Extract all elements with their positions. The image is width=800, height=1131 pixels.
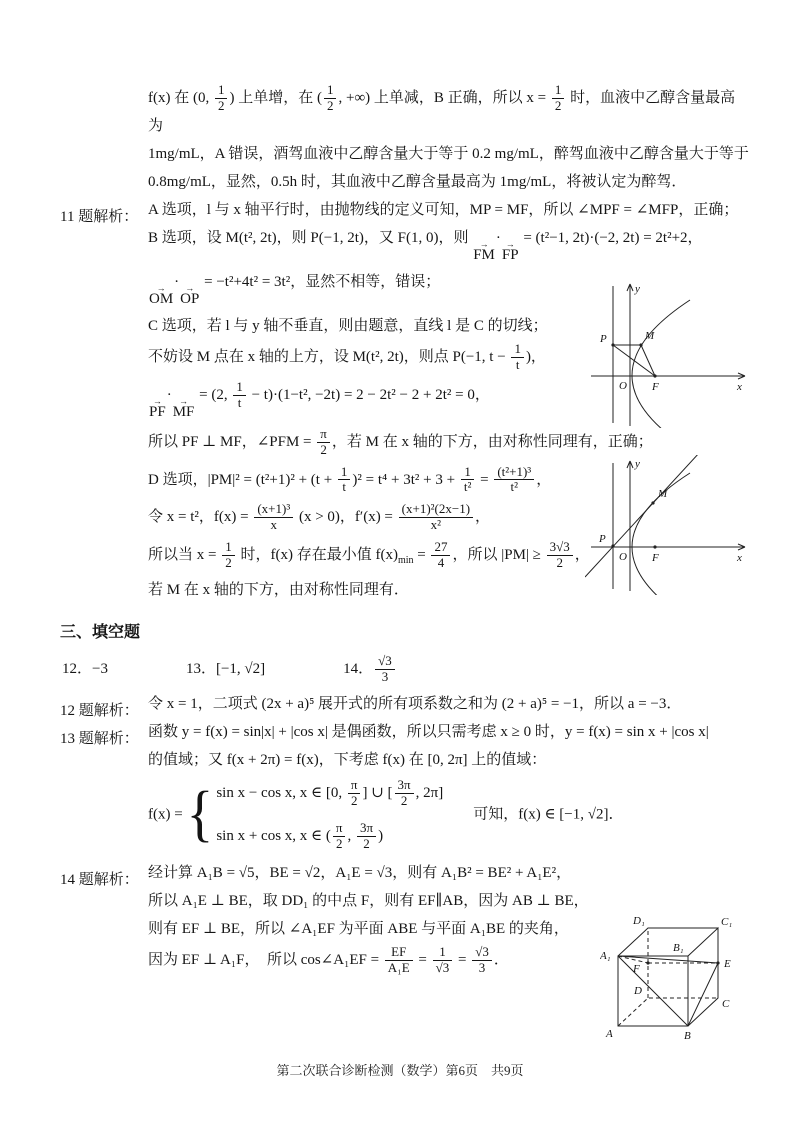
fraction [233, 380, 246, 411]
figure-parabola-option-d [585, 455, 755, 600]
text-line [148, 142, 750, 163]
figure-parabola-option-c [585, 278, 755, 433]
page-footer: 第二次联合诊断检测（数学）第6页 共9页 [276, 1063, 524, 1078]
fraction [494, 465, 534, 496]
numerator: 1 [554, 82, 562, 97]
block-label: 14 题解析： [60, 871, 139, 888]
denominator: 2 [395, 793, 414, 809]
numerator: 3√3 [549, 539, 570, 555]
denominator: 4 [431, 555, 450, 571]
numerator: 1 [439, 943, 446, 959]
numerator: 1 [326, 82, 334, 97]
denominator: t² [461, 479, 475, 495]
numerator: EF [391, 943, 407, 959]
label-B1: B₁ [673, 942, 684, 954]
parabola2-svg [585, 455, 755, 595]
label-P: P [600, 333, 607, 345]
numerator: 27 [434, 539, 448, 555]
label-y: y [635, 458, 640, 470]
text-run: = (2, [195, 386, 232, 403]
text-run: ，所以 |PM| ≥ [452, 547, 545, 564]
label-C: C [722, 998, 730, 1010]
text-run: ，若 M 在 x 轴的下方，由对称性同理有，正确； [331, 433, 653, 450]
fraction [461, 465, 475, 496]
point-F [646, 961, 649, 964]
text-run: 所以当 x = [148, 547, 221, 564]
label-M: M [658, 488, 668, 500]
text-run: · [166, 386, 172, 403]
denominator: A₁E [385, 960, 413, 976]
parabola1-svg [585, 278, 755, 428]
text-run: 可知，f(x) ∈ [−1, √2]． [443, 806, 624, 823]
label-F: F [652, 552, 659, 564]
text-line [62, 654, 750, 685]
vector [172, 395, 195, 420]
parabola-curve [632, 300, 690, 428]
vector-name: MF [172, 403, 195, 420]
numerator: 1 [217, 82, 225, 97]
vector-arrow-icon: → [152, 395, 162, 406]
fraction [348, 778, 361, 809]
numerator: √3 [378, 653, 392, 669]
cube-hidden-edges [618, 928, 718, 1026]
text-run: 12．−3 [62, 661, 108, 677]
subscript: min [397, 555, 414, 567]
numerator: 3π [359, 819, 374, 835]
denominator: x² [399, 517, 473, 533]
label-O: O [619, 380, 627, 392]
denominator: 2 [222, 555, 235, 571]
fraction [215, 83, 228, 114]
fraction [324, 83, 337, 114]
fraction [385, 945, 413, 976]
fraction [431, 540, 450, 571]
case-row [216, 821, 443, 852]
denominator: x [254, 517, 293, 533]
case-row [216, 778, 443, 809]
vector [149, 282, 174, 307]
text-run: B 选项，设 M(t², 2t)，则 P(−1, 2t)，又 F(1, 0)，则 [148, 229, 473, 246]
denominator: t [511, 357, 524, 373]
numerator: 1 [514, 340, 521, 356]
vector-arrow-icon: → [479, 238, 489, 249]
point-M [651, 501, 654, 504]
paragraph-block [60, 83, 750, 191]
piecewise-cases [186, 778, 443, 852]
block-label: 13 题解析： [60, 731, 139, 747]
block-label: 12 题解析： [60, 703, 139, 719]
denominator: 2 [552, 98, 565, 114]
text-run: sin x + cos x, x ∈ ( [216, 827, 331, 844]
denominator: 3 [472, 960, 492, 976]
numerator: π [320, 425, 327, 441]
fraction [333, 821, 346, 852]
denominator: 2 [317, 442, 330, 458]
text-run: 函数 y = f(x) = sin|x| + |cos x| 是偶函数，所以只需考虑 x ≥ 0 时，y = f(x) = sin x + |cos x| [148, 724, 709, 740]
vector-name: PF [149, 403, 166, 420]
text-run: = [476, 471, 493, 488]
solution-block [60, 692, 750, 719]
text-run: = [414, 951, 431, 968]
label-B: B [684, 1030, 691, 1042]
fraction [399, 502, 473, 533]
numerator: √3 [475, 943, 489, 959]
text-run: ， [475, 509, 491, 526]
label-E: E [724, 958, 731, 970]
vector-name: FP [501, 246, 519, 263]
fraction [222, 540, 235, 571]
label-M: M [645, 330, 655, 342]
numerator: π [350, 777, 358, 792]
text-run: f(x) 在 (0, [148, 89, 213, 106]
numerator: π [335, 819, 343, 835]
text-line [148, 198, 750, 219]
text-line [148, 83, 750, 135]
text-run: = [454, 951, 471, 968]
label-D: D [634, 985, 642, 997]
text-run: 若 M 在 x 轴的下方，由对称性同理有． [148, 582, 409, 599]
fraction [254, 502, 293, 533]
vector [180, 282, 200, 307]
text-line [148, 170, 750, 191]
fraction [547, 540, 573, 571]
text-run: 时，血液中乙醇含量最高为 [148, 89, 736, 134]
text-run: 所以 PF ⊥ MF，∠PFM = [148, 433, 316, 450]
text-line [148, 776, 750, 854]
denominator: 2 [333, 836, 346, 852]
text-run: 则有 EF ⊥ BE，所以 ∠A₁EF 为平面 ABE 与平面 A₁BE 的夹角， [148, 920, 569, 937]
denominator: 2 [324, 98, 337, 114]
denominator: 2 [547, 555, 573, 571]
fraction [395, 778, 414, 809]
point-F [653, 545, 656, 548]
text-line [148, 226, 750, 263]
text-run: 因为 EF ⊥ A₁F， 所以 cos∠A₁EF = [148, 951, 383, 968]
label-F: F [652, 381, 659, 393]
text-run: 的值域；又 f(x + 2π) = f(x)，下考虑 f(x) 在 [0, 2π] 上的值域： [148, 752, 547, 768]
text-run: 令 x = 1，二项式 (2x + a)⁵ 展开式的所有项系数之和为 (2 + a)⁵ = −1，所以 a = −3． [148, 696, 682, 712]
label-C1: C₁ [721, 916, 733, 928]
text-run: sin x − cos x, x ∈ [0, [216, 784, 346, 801]
cube-svg [600, 880, 740, 1048]
cube-visible-edges [618, 928, 718, 1026]
text-run: 经计算 A₁B = √5，BE = √2，A₁E = √3，则有 A₁B² = BE² + A₁E²， [148, 864, 572, 881]
denominator: 2 [357, 836, 376, 852]
numerator: 3π [397, 777, 411, 792]
text-run: (x > 0)，f′(x) = [295, 509, 397, 526]
figure-cube-q14 [600, 880, 740, 1053]
denominator: t [233, 395, 246, 411]
text-run: , +∞) 上单减，B 正确，所以 x = [338, 89, 550, 106]
text-line [148, 692, 750, 713]
text-line [148, 861, 750, 882]
text-line [148, 748, 750, 769]
fraction [317, 427, 330, 458]
point-E [716, 961, 719, 964]
text-run: 14． [343, 661, 374, 677]
text-run: ， [574, 547, 590, 564]
fraction [511, 342, 524, 373]
cases-rows [216, 778, 443, 852]
numerator: (x+1)³ [257, 501, 291, 517]
numerator: (t²+1)³ [497, 463, 532, 479]
left-brace: { [186, 779, 214, 849]
text-run: 时，f(x) 存在最小值 f(x) [236, 547, 398, 564]
denominator: 2 [348, 793, 361, 809]
text-run: 令 x = t²，f(x) = [148, 509, 253, 526]
text-run: 不妨设 M 点在 x 轴的上方，设 M(t², 2t)，则点 P(−1, t − [148, 348, 510, 365]
vector-name: OP [180, 290, 200, 307]
text-run: f(x) = [148, 806, 187, 823]
numerator: 1 [225, 539, 232, 555]
text-run: 1mg/mL，A 错误，酒驾血液中乙醇含量大于等于 0.2 mg/mL，醉驾血液中乙醇含量大于等于 [148, 145, 749, 162]
fraction [375, 654, 395, 685]
text-run: D 选项，|PM|² = (t²+1)² + (t + [148, 471, 336, 488]
denominator: √3 [433, 960, 453, 976]
vector [149, 395, 166, 420]
text-run: , 2π] [415, 784, 444, 801]
text-line [148, 720, 750, 741]
fraction [338, 465, 351, 496]
section-heading: 三、填空题 [60, 624, 141, 642]
label-A1: A₁ [600, 950, 611, 962]
vector-arrow-icon: → [156, 282, 166, 293]
label-x: x [737, 552, 742, 564]
label-D1: D₁ [633, 915, 645, 927]
text-run: ) [378, 827, 384, 844]
numerator: 1 [464, 463, 471, 479]
text-run: ， [536, 471, 552, 488]
label-y: y [635, 283, 640, 295]
vector [473, 238, 495, 263]
text-run: ) 上单增，在 ( [229, 89, 322, 106]
label-A: A [606, 1028, 613, 1040]
point-M [639, 343, 642, 346]
label-O: O [619, 551, 627, 563]
paragraph-block [60, 654, 750, 685]
fraction [472, 945, 492, 976]
text-run: )， [525, 348, 546, 365]
text-run: ] ∪ [ [362, 784, 393, 801]
vector-name: FM [473, 246, 495, 263]
denominator: 3 [375, 669, 395, 685]
numerator: 1 [236, 378, 243, 394]
point-P [611, 343, 614, 346]
denominator: t [338, 479, 351, 495]
text-run: ． [493, 951, 509, 968]
block-label: 11 题解析： [60, 208, 139, 225]
text-run: · [174, 273, 180, 290]
text-run: C 选项，若 l 与 y 轴不垂直，则由题意，直线 l 是 C 的切线； [148, 317, 548, 334]
vector-name: OM [149, 290, 174, 307]
label-F: F [633, 963, 640, 975]
vector-arrow-icon: → [185, 282, 195, 293]
text-run: A 选项，l 与 x 轴平行时，由抛物线的定义可知，MP = MF，所以 ∠MPF = ∠MFP，正确； [148, 201, 739, 218]
fraction [433, 945, 453, 976]
vector-arrow-icon: → [505, 238, 515, 249]
text-run: = (t²−1, 2t)·(−2, 2t) = 2t²+2， [519, 229, 703, 246]
text-run: )² = t⁴ + 3t² + 3 + [352, 471, 459, 488]
text-run: = [413, 547, 430, 564]
fraction [357, 821, 376, 852]
numerator: 1 [340, 463, 348, 479]
numerator: (x+1)²(2x−1) [401, 501, 471, 517]
fraction [552, 83, 565, 114]
text-run: · [495, 229, 501, 246]
text-run: 13．[−1, √2] [185, 661, 266, 677]
point-P [611, 544, 614, 547]
vector [501, 238, 519, 263]
segment-PF [613, 345, 655, 376]
point-F [653, 374, 656, 377]
text-run: − t)·(1−t², −2t) = 2 − 2t² − 2 + 2t² = 0， [247, 386, 490, 403]
label-P: P [599, 533, 606, 545]
vector-arrow-icon: → [179, 395, 189, 406]
denominator: t² [494, 479, 534, 495]
text-run: 0.8mg/mL，显然，0.5h 时，其血液中乙醇含量最高为 1mg/mL，将被认定为醉驾． [148, 173, 687, 190]
text-run: , [347, 827, 355, 844]
label-x: x [737, 381, 742, 393]
text-run: = −t²+4t² = 3t²，显然不相等，错误； [200, 273, 441, 290]
denominator: 2 [215, 98, 228, 114]
text-run: 所以 A₁E ⊥ BE，取 DD₁ 的中点 F，则有 EF∥AB，因为 AB ⊥ BE， [148, 892, 589, 909]
solution-block [60, 720, 750, 854]
